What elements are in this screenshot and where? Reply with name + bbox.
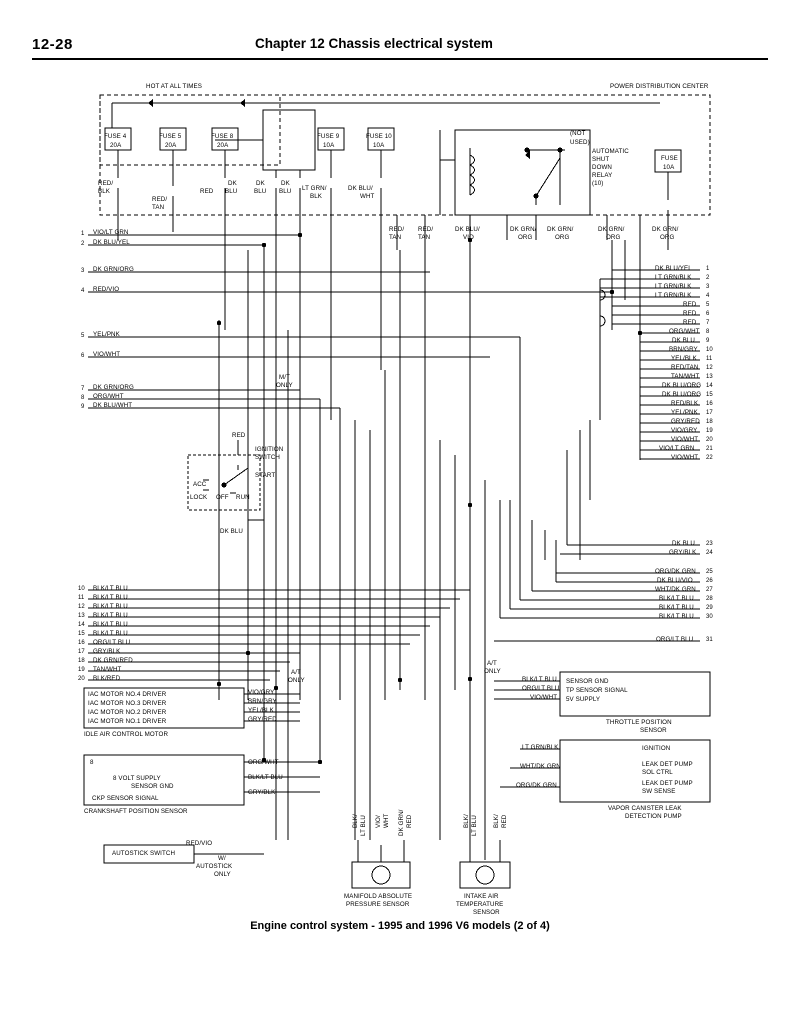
vapor-title-1: VAPOR CANISTER LEAK (608, 805, 682, 812)
left-pin-num-6: 7 (81, 386, 85, 392)
left-pin-label-4: YEL/PNK (93, 331, 120, 338)
map-title-1: MANIFOLD ABSOLUTE (344, 893, 413, 900)
right-pin-num-13: 14 (706, 383, 713, 389)
right-pin-label-14: DK BLU/ORG (662, 391, 702, 398)
right-pin-mid-num-4: 27 (706, 587, 713, 593)
left-pin-lower-num-0: 10 (78, 586, 85, 592)
right-pin-num-16: 17 (706, 410, 713, 416)
map-wire-2-l2: RED (406, 814, 413, 828)
left-pin-lower-num-5: 15 (78, 631, 85, 637)
iac-row-1-name: IAC MOTOR NO.3 DRIVER (88, 700, 167, 707)
left-pin-lower-num-4: 14 (78, 622, 85, 628)
fuse-wire-2-l1: RED (200, 188, 214, 195)
map-wire-1-l2: WHT (383, 813, 390, 828)
page-number: 12-28 (32, 36, 73, 53)
right-pin-label-20: VIO/LT GRN (659, 445, 695, 452)
right-pin-label-7: ORG/WHT (669, 328, 700, 335)
right-pin-label-13: DK BLU/ORG (662, 382, 702, 389)
ignition-switch-title-2: SWITCH (255, 454, 281, 461)
ignition-switch-title-1: IGNITION (255, 446, 284, 453)
right-pin-label-15: RED/BLK (671, 400, 699, 407)
right-pin-label-12: TAN/WHT (671, 373, 700, 380)
right-pin-num-2: 3 (706, 284, 710, 290)
relay-label-1: AUTOMATIC (592, 148, 629, 155)
mid-wire-1-l1: RED/ (418, 226, 434, 233)
right-pin-mid-num-8: 31 (706, 637, 713, 643)
tps-row-0-wire: BLK/LT BLU (522, 676, 557, 683)
iat-title-1: INTAKE AIR (464, 893, 499, 900)
power-distribution-center-label: POWER DISTRIBUTION CENTER (610, 83, 709, 90)
hot-at-all-times-label: HOT AT ALL TIMES (146, 83, 202, 90)
red-vio-label: RED/VIO (186, 840, 213, 847)
vapor-row-0-name: IGNITION (642, 745, 671, 752)
right-pin-num-19: 20 (706, 437, 713, 443)
relay-label-4: RELAY (592, 172, 613, 179)
right-pin-label-4: RED (683, 301, 697, 308)
fuse-label-2: FUSE 8 (211, 133, 234, 140)
vapor-row-1-wire: WHT/DK GRN (520, 763, 561, 770)
ckp-row-0-name: 8 VOLT SUPPLY (113, 775, 161, 782)
fuse-label-5: FUSE (661, 155, 678, 162)
right-pin-num-11: 12 (706, 365, 713, 371)
left-pin-lower-label-0: BLK/LT BLU (93, 585, 128, 592)
left-pin-lower-label-9: TAN/WHT (93, 666, 122, 673)
at-only-b-label-1: A/T (487, 660, 497, 667)
tps-title-1: THROTTLE POSITION (606, 719, 672, 726)
fuse-label-4: FUSE 10 (366, 133, 392, 140)
fuse-wire-7-l2: WHT (360, 193, 375, 200)
right-pin-label-3: LT GRN/BLK (655, 292, 692, 299)
mid-wire-1-l2: TAN (418, 234, 431, 241)
iat-wire-0-l1: BLK/ (463, 814, 470, 828)
iat-wire-0-l2: LT BLU (471, 814, 478, 836)
left-pin-label-0: VIO/LT GRN (93, 229, 129, 236)
right-pin-num-14: 15 (706, 392, 713, 398)
right-pin-label-17: GRY/RED (671, 418, 700, 425)
mid-wire-3-l1: DK GRN/ (510, 226, 537, 233)
fuse-wire-0-l2: BLK (98, 188, 110, 195)
left-pin-label-3: RED/VIO (93, 286, 120, 293)
iac-row-2-wire: YEL/BLK (248, 707, 274, 714)
mid-wire-3-l2: ORG (518, 234, 533, 241)
left-pin-num-2: 3 (81, 268, 85, 274)
right-pin-num-3: 4 (706, 293, 710, 299)
map-title-2: PRESSURE SENSOR (346, 901, 410, 908)
right-pin-mid-num-7: 30 (706, 614, 713, 620)
vapor-row-2-name2: SW SENSE (642, 788, 676, 795)
right-pin-mid-label-3: DK BLU/VIO (657, 577, 693, 584)
right-pin-num-8: 9 (706, 338, 710, 344)
relay-label-3: DOWN (592, 164, 612, 171)
left-pin-num-8: 9 (81, 404, 85, 410)
left-pin-lower-num-2: 12 (78, 604, 85, 610)
left-pin-lower-label-6: ORG/LT BLU (93, 639, 131, 646)
left-pin-lower-num-9: 19 (78, 667, 85, 673)
at-only-a-label-1: A/T (291, 669, 301, 676)
left-pin-lower-num-7: 17 (78, 649, 85, 655)
right-pin-label-2: LT GRN/BLK (655, 283, 692, 290)
left-pin-lower-num-10: 20 (78, 676, 85, 682)
right-pin-mid-num-2: 25 (706, 569, 713, 575)
figure-caption: Engine control system - 1995 and 1996 V6 models (2 of 4) (250, 920, 550, 932)
tps-row-1-wire: ORG/LT BLU (522, 685, 560, 692)
ckp-row-1-name: SENSOR GND (131, 783, 174, 790)
fuse-label-3: FUSE 9 (317, 133, 340, 140)
ignition-run-label: RUN (236, 494, 250, 501)
right-pin-mid-num-6: 29 (706, 605, 713, 611)
right-pin-mid-label-5: BLK/LT BLU (659, 595, 694, 602)
tps-row-2-name: 5V SUPPLY (566, 696, 601, 703)
fuse-wire-4-l1: DK (256, 180, 265, 187)
tps-row-1-name: TP SENSOR SIGNAL (566, 687, 628, 694)
left-pin-lower-num-3: 13 (78, 613, 85, 619)
tps-row-2-wire: VIO/WHT (530, 694, 558, 701)
right-pin-num-0: 1 (706, 266, 710, 272)
right-pin-mid-label-2: ORG/DK GRN (655, 568, 696, 575)
mid-wire-4-l2: ORG (555, 234, 570, 241)
iac-row-3-wire: GRY/RED (248, 716, 277, 723)
right-pin-label-9: BRN/GRY (669, 346, 698, 353)
fuse-label-0: FUSE 4 (104, 133, 127, 140)
right-pin-label-16: YEL/PNK (671, 409, 698, 416)
right-pin-label-0: DK BLU/YEL (655, 265, 692, 272)
mid-wire-6-l1: DK GRN/ (652, 226, 679, 233)
mid-wire-0-l1: RED/ (389, 226, 405, 233)
right-pin-num-6: 7 (706, 320, 710, 326)
fuse-wire-3-l2: BLU (225, 188, 238, 195)
right-pin-label-6: RED (683, 319, 697, 326)
fuse-wire-6-l1: LT GRN/ (302, 185, 327, 192)
left-pin-num-5: 6 (81, 353, 85, 359)
right-pin-mid-label-8: ORG/LT BLU (656, 636, 694, 643)
left-pin-num-1: 2 (81, 241, 85, 247)
right-pin-label-21: VIO/WHT (671, 454, 699, 461)
ignition-acc-label: ACC (193, 481, 207, 488)
left-pin-num-4: 5 (81, 333, 85, 339)
vapor-row-1-name2: SOL CTRL (642, 769, 673, 776)
ignition-off-label: OFF (216, 494, 229, 501)
left-pin-lower-label-4: BLK/LT BLU (93, 621, 128, 628)
vapor-title-2: DETECTION PUMP (625, 813, 682, 820)
left-pin-lower-num-8: 18 (78, 658, 85, 664)
left-pin-lower-label-7: GRY/BLK (93, 648, 121, 655)
vapor-row-2-wire: ORG/DK GRN (516, 782, 557, 789)
right-pin-mid-num-1: 24 (706, 550, 713, 556)
ignition-red-label: RED (232, 432, 246, 439)
left-pin-lower-label-8: DK GRN/RED (93, 657, 133, 664)
ignition-lock-label: LOCK (190, 494, 208, 501)
map-wire-1-l1: VIO/ (375, 815, 382, 828)
right-pin-num-7: 8 (706, 329, 710, 335)
right-pin-label-11: RED/TAN (671, 364, 699, 371)
right-pin-mid-num-0: 23 (706, 541, 713, 547)
ckp-pin8: 8 (90, 759, 94, 766)
vapor-row-0-wire: LT GRN/BLK (522, 744, 559, 751)
iac-row-0-wire: VIO/GRY (248, 689, 275, 696)
autostick-only-label-2: AUTOSTICK (196, 863, 233, 870)
iac-row-3-name: IAC MOTOR NO.1 DRIVER (88, 718, 167, 725)
mid-wire-0-l2: TAN (389, 234, 402, 241)
right-pin-label-5: RED (683, 310, 697, 317)
iat-wire-1-l1: BLK/ (493, 814, 500, 828)
fuse-wire-1-l2: TAN (152, 204, 165, 211)
right-pin-mid-label-7: BLK/LT BLU (659, 613, 694, 620)
map-wire-0-l1: BLK/ (352, 814, 359, 828)
right-pin-label-1: LT GRN/BLK (655, 274, 692, 281)
mid-wire-5-l1: DK GRN/ (598, 226, 625, 233)
right-pin-mid-label-6: BLK/LT BLU (659, 604, 694, 611)
left-pin-num-3: 4 (81, 288, 85, 294)
mt-only-label-1: M/T (279, 374, 290, 381)
left-pin-label-1: DK BLU/YEL (93, 239, 130, 246)
fuse-wire-7-l1: DK BLU/ (348, 185, 373, 192)
fuse-rating-4: 10A (373, 142, 385, 149)
map-wire-2-l1: DK GRN/ (398, 809, 405, 836)
right-pin-label-8: DK BLU (672, 337, 695, 344)
right-pin-num-9: 10 (706, 347, 713, 353)
left-pin-lower-label-1: BLK/LT BLU (93, 594, 128, 601)
fuse-wire-0-l1: RED/ (98, 180, 114, 187)
mid-wire-6-l2: ORG (660, 234, 675, 241)
iat-title-2: TEMPERATURE (456, 901, 504, 908)
map-wire-0-l2: LT BLU (360, 814, 367, 836)
right-pin-mid-label-0: DK BLU (672, 540, 695, 547)
vapor-row-1-name1: LEAK DET PUMP (642, 761, 693, 768)
left-pin-label-7: ORG/WHT (93, 393, 124, 400)
autostick-only-label-3: ONLY (214, 871, 231, 878)
left-pin-lower-label-10: BLK/RED (93, 675, 121, 682)
fuse-rating-3: 10A (323, 142, 335, 149)
left-pin-label-2: DK GRN/ORG (93, 266, 134, 273)
left-pin-lower-label-3: BLK/LT BLU (93, 612, 128, 619)
right-pin-num-20: 21 (706, 446, 713, 452)
iac-row-2-name: IAC MOTOR NO.2 DRIVER (88, 709, 167, 716)
right-pin-label-19: VIO/WHT (671, 436, 699, 443)
at-only-a-label-2: ONLY (288, 677, 305, 684)
left-pin-lower-num-1: 11 (78, 595, 85, 601)
iac-title: IDLE AIR CONTROL MOTOR (84, 731, 169, 738)
fuse-wire-5-l2: BLU (279, 188, 292, 195)
fuse-rating-2: 20A (217, 142, 229, 149)
fuse-wire-6-l2: BLK (310, 193, 322, 200)
tps-title-2: SENSOR (640, 727, 667, 734)
right-pin-num-4: 5 (706, 302, 710, 308)
left-pin-label-6: DK GRN/ORG (93, 384, 134, 391)
right-pin-num-10: 11 (706, 356, 713, 362)
fuse-wire-4-l2: BLU (254, 188, 267, 195)
left-pin-label-5: VIO/WHT (93, 351, 121, 358)
ckp-row-1-wire: BLK/LT BLU (248, 774, 283, 781)
ignition-dkblu-label: DK BLU (220, 528, 243, 535)
not-used-label-2: USED) (570, 139, 590, 146)
vapor-row-2-name1: LEAK DET PUMP (642, 780, 693, 787)
mid-wire-2-l2: VIO (463, 234, 474, 241)
tps-row-0-name: SENSOR GND (566, 678, 609, 685)
right-pin-mid-label-1: GRY/BLK (669, 549, 697, 556)
fuse-rating-0: 20A (110, 142, 122, 149)
fuse-label-1: FUSE 5 (159, 133, 182, 140)
right-pin-num-17: 18 (706, 419, 713, 425)
right-pin-label-10: YEL/BLK (671, 355, 697, 362)
at-only-b-label-2: ONLY (484, 668, 501, 675)
fuse-wire-1-l1: RED/ (152, 196, 168, 203)
right-pin-label-18: VIO/GRY (671, 427, 698, 434)
iat-wire-1-l2: RED (501, 814, 508, 828)
right-pin-num-15: 16 (706, 401, 713, 407)
autostick-switch-title: AUTOSTICK SWITCH (112, 850, 176, 857)
right-pin-mid-num-5: 28 (706, 596, 713, 602)
left-pin-lower-num-6: 16 (78, 640, 85, 646)
mt-only-label-2: ONLY (276, 382, 293, 389)
not-used-label-1: (NOT (570, 130, 586, 137)
right-pin-num-1: 2 (706, 275, 710, 281)
left-pin-lower-label-5: BLK/LT BLU (93, 630, 128, 637)
right-pin-num-18: 19 (706, 428, 713, 434)
chapter-title: Chapter 12 Chassis electrical system (255, 36, 493, 51)
iac-row-0-name: IAC MOTOR NO.4 DRIVER (88, 691, 167, 698)
iac-row-1-wire: BRN/GRY (248, 698, 277, 705)
ckp-row-0-wire: ORG/WHT (248, 759, 279, 766)
right-pin-num-12: 13 (706, 374, 713, 380)
ignition-start-label: START (255, 472, 276, 479)
right-pin-mid-label-4: WHT/DK GRN (655, 586, 696, 593)
fuse-wire-3-l1: DK (228, 180, 237, 187)
ckp-title: CRANKSHAFT POSITION SENSOR (84, 808, 188, 815)
right-pin-mid-num-3: 26 (706, 578, 713, 584)
iat-title-3: SENSOR (473, 909, 500, 916)
mid-wire-4-l1: DK GRN/ (547, 226, 574, 233)
left-pin-num-7: 8 (81, 395, 85, 401)
mid-wire-2-l1: DK BLU/ (455, 226, 480, 233)
left-pin-label-8: DK BLU/WHT (93, 402, 133, 409)
right-pin-num-5: 6 (706, 311, 710, 317)
fuse-rating-1: 20A (165, 142, 177, 149)
right-pin-num-21: 22 (706, 455, 713, 461)
autostick-only-label-1: W/ (218, 855, 226, 862)
relay-label-2: SHUT (592, 156, 610, 163)
left-pin-num-0: 1 (81, 231, 85, 237)
ckp-row-2-wire: GRY/BLK (248, 789, 276, 796)
left-pin-lower-label-2: BLK/LT BLU (93, 603, 128, 610)
ckp-row-2-name: CKP SENSOR SIGNAL (92, 795, 159, 802)
fuse-wire-5-l1: DK (281, 180, 290, 187)
mid-wire-5-l2: ORG (606, 234, 621, 241)
fuse-rating-5: 10A (663, 164, 675, 171)
relay-label-5: (10) (592, 180, 604, 187)
